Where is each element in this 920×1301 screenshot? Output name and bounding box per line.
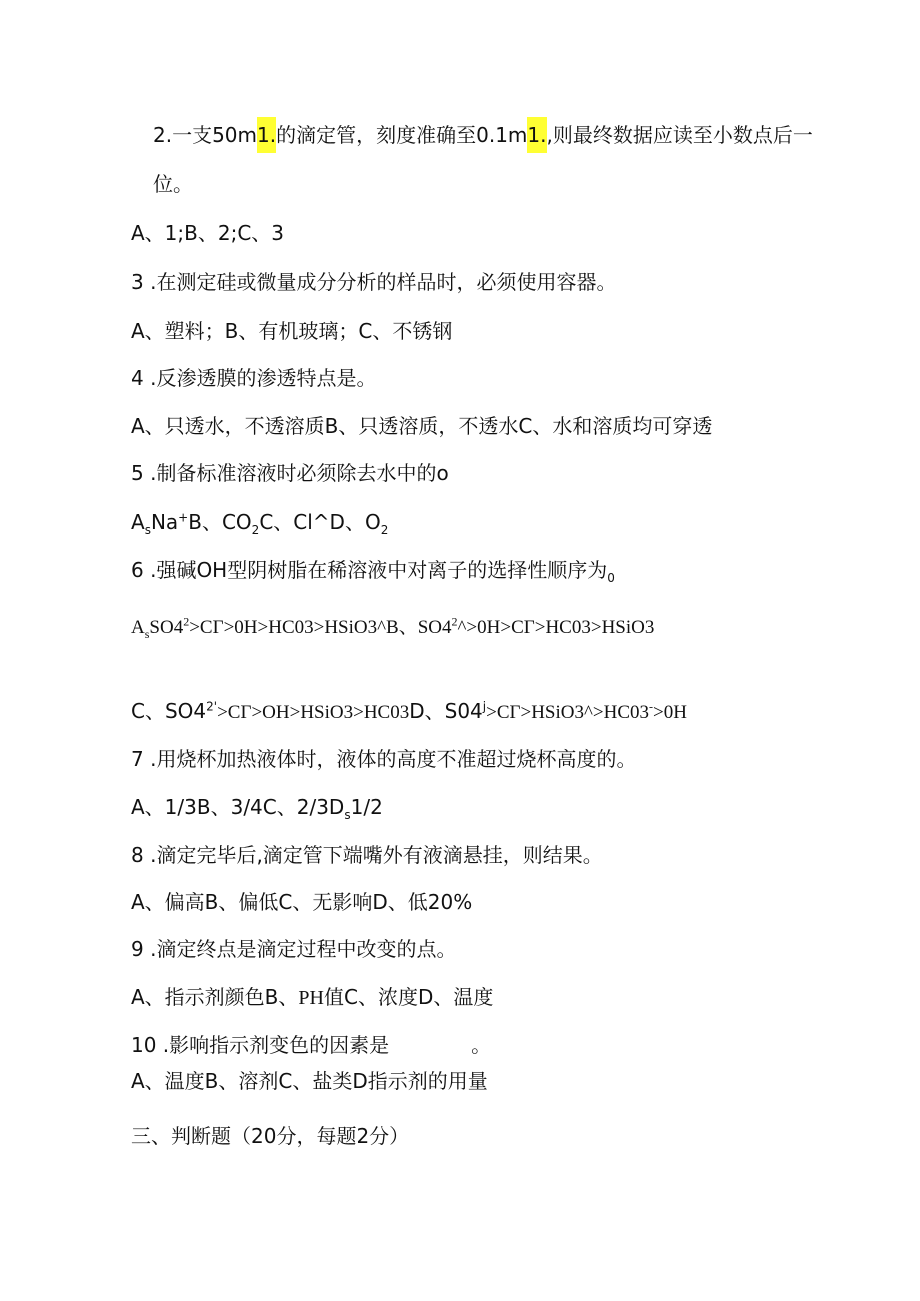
opt-text: B、CO	[188, 510, 252, 534]
section-3-title: 三、判断题（20分，每题2分）	[131, 1124, 410, 1148]
question-8-text: 8 .滴定完毕后,滴定管下端嘴外有液滴悬挂，则结果。	[131, 843, 603, 867]
question-4-options: A、只透水，不透溶质B、只透溶质，不透水C、水和溶质均可穿透	[131, 414, 713, 438]
highlight-2: 1.	[527, 117, 546, 153]
question-7-options	[131, 793, 383, 821]
opt-text: >CΓ>0H>HC03>HSiO3^B、SO4	[189, 617, 452, 638]
superscript: j	[482, 699, 487, 714]
question-10-text	[131, 1031, 491, 1059]
opt-text: A、1/3B、3/4C、2/3D	[131, 795, 345, 819]
opt-text: A、指示剂颜色B、	[131, 985, 299, 1009]
question-7-text: 7 .用烧杯加热液体时，液体的高度不准超过烧杯高度的。	[131, 747, 637, 771]
question-10-options: A、温度B、溶剂C、盐类D指示剂的用量	[131, 1069, 488, 1093]
opt-text: >CΓ>HSiO3^>HC03	[486, 702, 650, 723]
subscript: 2	[251, 523, 260, 537]
question-2-line-2: 位。	[153, 172, 193, 196]
subscript: 0	[607, 571, 615, 585]
question-8-options: A、偏高B、偏低C、无影响D、低20%	[131, 890, 473, 914]
question-4-text: 4 .反渗透膜的渗透特点是。	[131, 366, 377, 390]
question-6-body: 6 .强碱OH型阴树脂在稀溶液中对离子的选择性顺序为	[131, 558, 608, 582]
question-2-text-b: 的滴定管，刻度准确至0.1m	[276, 123, 528, 147]
opt-text: 1/2	[350, 795, 383, 819]
opt-text: C、Cl^D、O	[259, 510, 381, 534]
opt-text: >0H	[653, 702, 687, 723]
question-3-text: 3 .在测定硅或微量成分分析的样品时，必须使用容器。	[131, 270, 617, 294]
superscript: 2'	[206, 699, 218, 714]
question-2-text-c: ,则最终数据应读至小数点后一	[546, 123, 813, 147]
question-5-text: 5 .制备标准溶液时必须除去水中的o	[131, 461, 449, 485]
question-6-text	[131, 556, 615, 584]
subscript: s	[144, 523, 151, 537]
superscript: 2	[183, 614, 190, 629]
question-2-text-a: 2.一支50m	[153, 123, 258, 147]
opt-text: ^>0H>CΓ>HC03>HSiO3	[457, 617, 655, 638]
question-9-text: 9 .滴定终点是滴定过程中改变的点。	[131, 937, 457, 961]
subscript: s	[344, 808, 351, 822]
opt-text: A	[131, 617, 145, 638]
question-9-options	[131, 983, 493, 1012]
opt-text: Na	[150, 510, 179, 534]
superscript: +	[178, 510, 189, 525]
opt-text: C、SO4	[131, 699, 207, 723]
question-5-options	[131, 508, 388, 536]
subscript: s	[144, 626, 150, 641]
highlight-1: 1.	[257, 117, 276, 153]
question-3-options: A、塑料；B、有机玻璃；C、不锈钢	[131, 319, 453, 343]
opt-text: A	[131, 510, 145, 534]
question-10-body: 10 .影响指示剂变色的因素是	[131, 1033, 390, 1057]
question-2-options: A、1;B、2;C、3	[131, 221, 285, 245]
subscript: 2	[380, 523, 389, 537]
opt-text: 值C、浓度D、温度	[323, 985, 494, 1009]
question-6-options-cd	[131, 697, 687, 727]
question-10-tail: 。	[471, 1033, 492, 1057]
opt-text: SO4	[149, 617, 184, 638]
opt-text: >CΓ>OH>HSiO3>HC03	[217, 702, 410, 723]
opt-text: D、S04	[409, 699, 483, 723]
superscript: 2	[451, 614, 458, 629]
question-6-options-ab	[131, 614, 654, 642]
opt-text: PH	[298, 987, 324, 1009]
question-2-line-1	[153, 121, 813, 149]
superscript: -	[649, 699, 654, 714]
